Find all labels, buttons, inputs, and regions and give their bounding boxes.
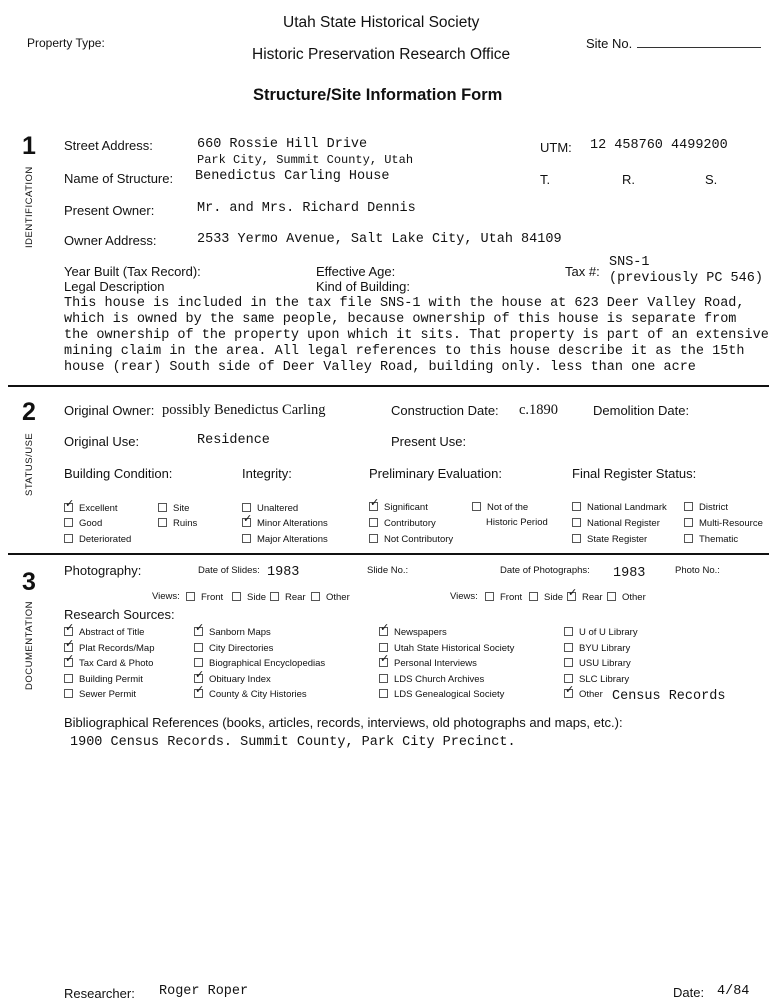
source-newspapers[interactable]: ✓Newspapers bbox=[379, 626, 447, 638]
checkbox-national-register[interactable]: National Register bbox=[572, 517, 660, 529]
section-2-tab: STATUS/USE bbox=[24, 432, 35, 496]
street-address-value: 660 Rossie Hill Drive bbox=[197, 137, 368, 152]
present-owner-label: Present Owner: bbox=[64, 203, 155, 218]
date-label: Date: bbox=[673, 985, 705, 1000]
construction-date-label: Construction Date: bbox=[391, 403, 499, 418]
legal-description-label: Legal Description bbox=[64, 279, 165, 294]
construction-date-value: c.1890 bbox=[519, 402, 559, 418]
source-county-city-histories[interactable]: ✓County & City Histories bbox=[194, 688, 307, 700]
structure-name-label: Name of Structure: bbox=[64, 171, 174, 186]
source-tax-card[interactable]: ✓Tax Card & Photo bbox=[64, 657, 153, 669]
research-sources-label: Research Sources: bbox=[64, 607, 175, 622]
photo-view-rear[interactable]: ✓ Rear bbox=[567, 591, 603, 603]
source-abstract-of-title[interactable]: ✓Abstract of Title bbox=[64, 626, 144, 638]
checkbox-good[interactable]: Good bbox=[64, 517, 102, 529]
site-no-field[interactable] bbox=[637, 47, 761, 48]
original-use-value: Residence bbox=[197, 433, 270, 448]
source-other[interactable]: ✓Other bbox=[564, 688, 603, 700]
checkbox-unaltered[interactable]: Unaltered bbox=[242, 502, 298, 514]
page-title: Structure/Site Information Form bbox=[253, 86, 503, 104]
checkbox-multi-resource[interactable]: Multi-Resource bbox=[684, 517, 763, 529]
tax-number-previous: (previously PC 546) bbox=[609, 271, 763, 286]
legal-description-line: the ownership of the property upon which it sits. That property is part of an extensive bbox=[64, 328, 769, 343]
org-office: Historic Preservation Research Office bbox=[252, 46, 511, 63]
demolition-date-label: Demolition Date: bbox=[593, 403, 690, 418]
kind-of-building-label: Kind of Building: bbox=[316, 279, 410, 294]
source-lds-church-archives[interactable]: LDS Church Archives bbox=[379, 673, 484, 685]
slide-no-label: Slide No.: bbox=[367, 565, 409, 576]
site-no-label: Site No. bbox=[586, 36, 633, 51]
checkbox-contributory[interactable]: Contributory bbox=[369, 517, 436, 529]
photo-views-label: Views: bbox=[450, 591, 478, 602]
photo-view-side[interactable]: Side bbox=[529, 591, 563, 603]
org-name: Utah State Historical Society bbox=[283, 14, 480, 31]
photo-no-label: Photo No.: bbox=[675, 565, 720, 576]
tax-number-value: SNS-1 bbox=[609, 255, 650, 270]
section-divider bbox=[8, 553, 769, 555]
checkbox-ruins[interactable]: Ruins bbox=[158, 517, 197, 529]
legal-description-line: mining claim in the area. All legal references to this house describe it as the 15th bbox=[64, 344, 745, 359]
final-register-label: Final Register Status: bbox=[572, 466, 697, 481]
source-building-permit[interactable]: Building Permit bbox=[64, 673, 143, 685]
utm-value: 12 458760 4499200 bbox=[590, 138, 728, 153]
researcher-value: Roger Roper bbox=[159, 984, 249, 999]
checkbox-major-alterations[interactable]: Major Alterations bbox=[242, 533, 328, 545]
tax-number-label: Tax #: bbox=[565, 264, 600, 279]
date-of-slides-label: Date of Slides: bbox=[198, 565, 260, 576]
source-other-value: Census Records bbox=[612, 689, 726, 704]
source-slc-library[interactable]: SLC Library bbox=[564, 673, 629, 685]
original-owner-label: Original Owner: bbox=[64, 403, 155, 418]
researcher-label: Researcher: bbox=[64, 986, 135, 1000]
legal-description-line: house (rear) South side of Deer Valley Road, building only. less than one acre bbox=[64, 360, 696, 375]
checkbox-national-landmark[interactable]: National Landmark bbox=[572, 501, 667, 513]
section-divider bbox=[8, 385, 769, 387]
source-personal-interviews[interactable]: ✓Personal Interviews bbox=[379, 657, 477, 669]
source-usu-library[interactable]: USU Library bbox=[564, 657, 631, 669]
street-address-city: Park City, Summit County, Utah bbox=[197, 153, 414, 167]
checkbox-state-register[interactable]: State Register bbox=[572, 533, 647, 545]
integrity-label: Integrity: bbox=[242, 466, 292, 481]
slide-view-side[interactable]: Side bbox=[232, 591, 266, 603]
property-type-label: Property Type: bbox=[27, 36, 105, 50]
checkbox-significant[interactable]: ✓Significant bbox=[369, 501, 428, 513]
photo-view-front[interactable]: Front bbox=[485, 591, 522, 603]
bibliographical-references-value: 1900 Census Records. Summit County, Park City Precinct. bbox=[70, 735, 516, 750]
owner-address-label: Owner Address: bbox=[64, 233, 157, 248]
structure-name-value: Benedictus Carling House bbox=[195, 169, 390, 184]
section-3-tab: DOCUMENTATION bbox=[24, 600, 35, 690]
section-1-number: 1 bbox=[22, 132, 36, 160]
year-built-label: Year Built (Tax Record): bbox=[64, 264, 201, 279]
checkbox-not-contributory[interactable]: Not Contributory bbox=[369, 533, 453, 545]
legal-description-line: which is owned by the same people, because ownership of this house is separate from bbox=[64, 312, 737, 327]
source-byu-library[interactable]: BYU Library bbox=[564, 642, 630, 654]
checkbox-excellent[interactable]: ✓Excellent bbox=[64, 502, 118, 514]
section-label: S. bbox=[705, 172, 718, 187]
source-utah-state-historical-society[interactable]: Utah State Historical Society bbox=[379, 642, 514, 654]
checkbox-site[interactable]: Site bbox=[158, 502, 189, 514]
photo-view-other[interactable]: Other bbox=[607, 591, 646, 603]
source-lds-genealogical-society[interactable]: LDS Genealogical Society bbox=[379, 688, 504, 700]
source-u-of-u-library[interactable]: U of U Library bbox=[564, 626, 638, 638]
street-address-label: Street Address: bbox=[64, 138, 153, 153]
checkbox-minor-alterations[interactable]: ✓Minor Alterations bbox=[242, 517, 328, 529]
checkbox-thematic[interactable]: Thematic bbox=[684, 533, 738, 545]
date-of-slides-value: 1983 bbox=[267, 565, 300, 580]
present-use-label: Present Use: bbox=[391, 434, 467, 449]
slide-view-rear[interactable]: Rear bbox=[270, 591, 306, 603]
section-3-number: 3 bbox=[22, 568, 36, 596]
date-of-photographs-value: 1983 bbox=[613, 566, 646, 581]
not-historic-period-label: Historic Period bbox=[486, 517, 548, 528]
checkbox-not-historic-period[interactable]: Not of the bbox=[472, 501, 528, 513]
photography-label: Photography: bbox=[64, 563, 142, 578]
owner-address-value: 2533 Yermo Avenue, Salt Lake City, Utah 84109 bbox=[197, 232, 562, 247]
effective-age-label: Effective Age: bbox=[316, 264, 396, 279]
section-1-tab: IDENTIFICATION bbox=[24, 166, 35, 248]
source-obituary-index[interactable]: ✓Obituary Index bbox=[194, 673, 271, 685]
bibliographical-references-label: Bibliographical References (books, articles, records, interviews, old photographs and maps, etc.): bbox=[64, 715, 623, 730]
source-plat-records[interactable]: ✓Plat Records/Map bbox=[64, 642, 155, 654]
present-owner-value: Mr. and Mrs. Richard Dennis bbox=[197, 201, 416, 216]
slide-view-other[interactable]: Other bbox=[311, 591, 350, 603]
utm-label: UTM: bbox=[540, 140, 572, 155]
date-of-photographs-label: Date of Photographs: bbox=[500, 565, 590, 576]
source-sanborn-maps[interactable]: ✓Sanborn Maps bbox=[194, 626, 271, 638]
preliminary-evaluation-label: Preliminary Evaluation: bbox=[369, 466, 502, 481]
original-owner-value: possibly Benedictus Carling bbox=[162, 402, 326, 418]
original-use-label: Original Use: bbox=[64, 434, 140, 449]
legal-description-line: This house is included in the tax file SNS-1 with the house at 623 Deer Valley Road, bbox=[64, 296, 745, 311]
building-condition-label: Building Condition: bbox=[64, 466, 173, 481]
source-city-directories[interactable]: City Directories bbox=[194, 642, 273, 654]
source-sewer-permit[interactable]: Sewer Permit bbox=[64, 688, 136, 700]
township-label: T. bbox=[540, 172, 551, 187]
checkbox-district[interactable]: District bbox=[684, 501, 728, 513]
legal-description-text bbox=[64, 296, 769, 376]
slide-views-label: Views: bbox=[152, 591, 180, 602]
slide-view-front[interactable]: Front bbox=[186, 591, 223, 603]
source-biographical-encyclopedias[interactable]: Biographical Encyclopedias bbox=[194, 657, 325, 669]
checkbox-deteriorated[interactable]: Deteriorated bbox=[64, 533, 131, 545]
date-value: 4/84 bbox=[717, 984, 750, 999]
range-label: R. bbox=[622, 172, 635, 187]
section-2-number: 2 bbox=[22, 398, 36, 426]
